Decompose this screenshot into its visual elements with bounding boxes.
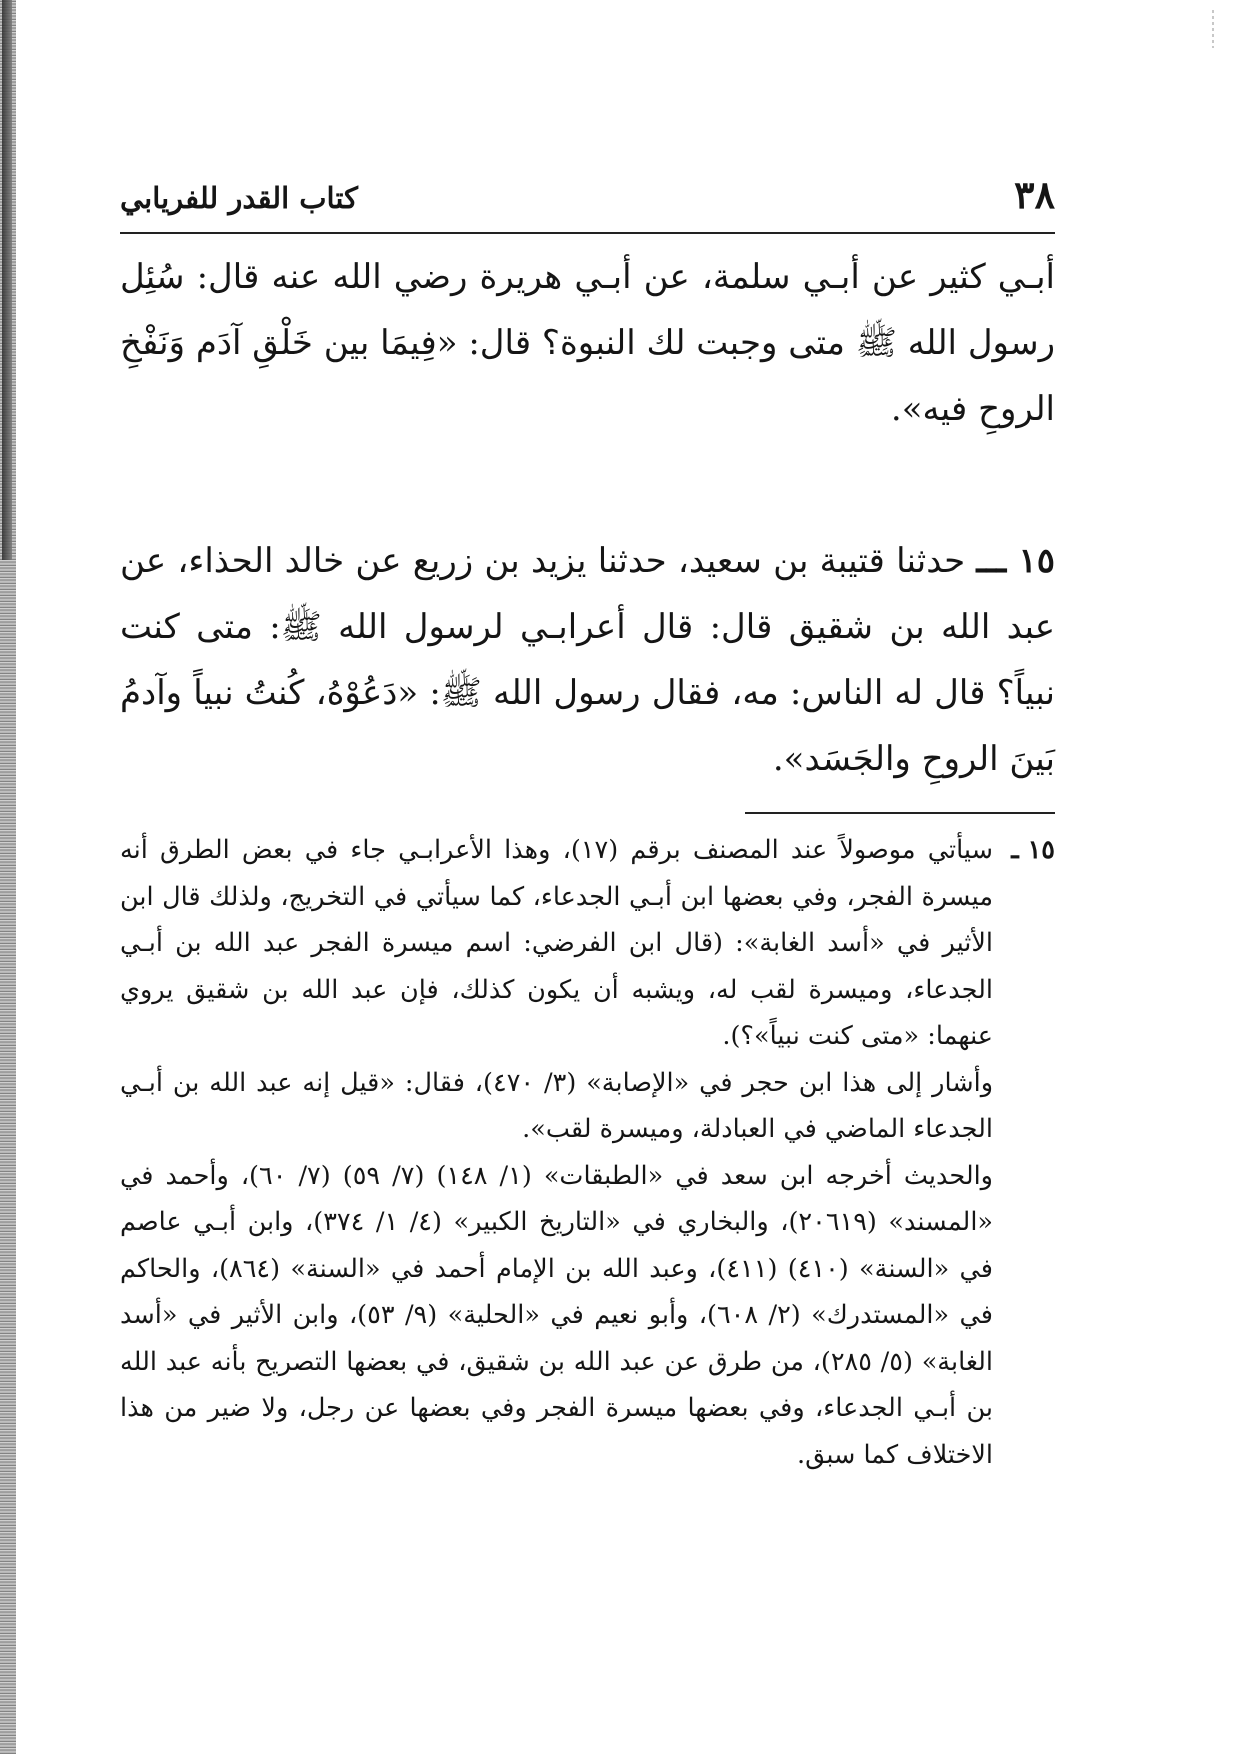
hadith-15-paragraph bbox=[120, 528, 1055, 792]
hadith-text: حدثنا قتيبة بن سعيد، حدثنا يزيد بن زريع عن خالد الحذاء، عن عبد الله بن شقيق قال: قال أعرابـي لرسول الله ﷺ: متى كنت نبياً؟ قال له الناس: مه، فقال رسول الله ﷺ: «دَعُوْهُ، كُنتُ نبياً وآدمُ بَينَ الروحِ والجَسَد». bbox=[120, 541, 1055, 779]
footnote-text: سيأتي موصولاً عند المصنف برقم (١٧)، وهذا الأعرابـي جاء في بعض الطرق أنه ميسرة الفجر، وفي بعضها ابن أبـي الجدعاء، كما سيأتي في التخريج، ولذلك قال ابن الأثير في «أسد الغابة»: (قال ابن الفرضي: اسم ميسرة الفجر عبد الله بن أبـي الجدعاء، وميسرة لقب له، ويشبه أن يكون كذلك، فإن عبد الله بن شقيق يروي عنهما: «متى كنت نبياً»؟). bbox=[120, 835, 993, 1051]
footnote-label: ١٥ ـ bbox=[1011, 835, 1055, 865]
continued-paragraph: أبـي كثير عن أبـي سلمة، عن أبـي هريرة رضي الله عنه قال: سُئِل رسول الله ﷺ متى وجبت لك النبوة؟ قال: «فِيمَا بين خَلْقِ آدَم وَنَفْخِ الروحِ فيه». bbox=[120, 257, 1055, 429]
page-header bbox=[120, 172, 1055, 232]
hadith-number: ١٥ ـــ bbox=[976, 541, 1055, 581]
footnote-separator bbox=[745, 812, 1055, 814]
running-title: كتاب القدر للفريابي bbox=[120, 181, 358, 215]
header-rule bbox=[120, 232, 1055, 234]
scan-left-shadow bbox=[2, 0, 12, 560]
footnote-paragraph: وأشار إلى هذا ابن حجر في «الإصابة» (٣/ ٤٧٠)، فقال: «قيل إنه عبد الله بن أبـي الجدعاء الماضي في العبادلة، وميسرة لقب». bbox=[120, 1067, 994, 1144]
footnote-paragraph: والحديث أخرجه ابن سعد في «الطبقات» (١/ ١٤٨) (٧/ ٥٩) (٧/ ٦٠)، وأحمد في «المسند» (٢٠٦١٩)، والبخاري في «التاريخ الكبير» (٤/ ١/ ٣٧٤)، وابن أبـي عاصم في «السنة» (٤١٠) (٤١١)، وعبد الله بن الإمام أحمد في «السنة» (٨٦٤)، والحاكم في «المستدرك» (٢/ ٦٠٨)، وأبو نعيم في «الحلية» (٩/ ٥٣)، وابن الأثير في «أسد الغابة» (٥/ ٢٨٥)، من طرق عن عبد الله بن شقيق، في بعضها التصريح بأنه عبد الله بن أبـي الجدعاء، وفي بعضها ميسرة الفجر وفي بعضها عن رجل، ولا ضير من هذا الاختلاف كما سبق. bbox=[120, 1160, 994, 1470]
footnote-paragraph bbox=[120, 827, 1055, 1060]
scan-artifact-mark bbox=[1212, 10, 1214, 48]
page-number: ٣٨ bbox=[1014, 172, 1055, 217]
footnotes bbox=[120, 827, 1055, 1478]
